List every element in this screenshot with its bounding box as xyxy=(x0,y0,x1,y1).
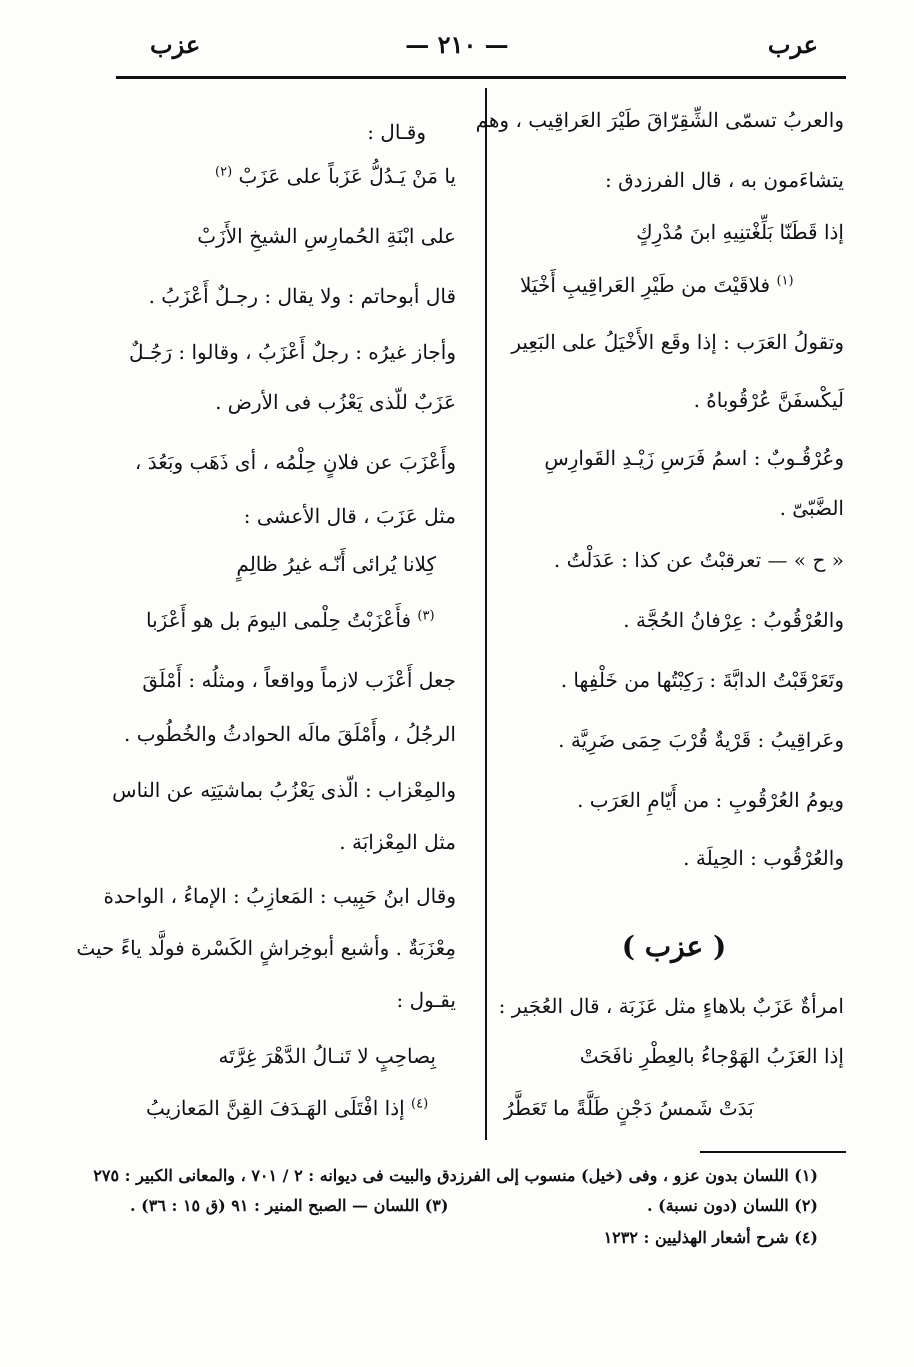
text-line: وتَعَرْقَبْتُ الدابَّةَ : رَكِبْتُها من خَلْفِها . xyxy=(560,668,844,692)
verse-line: كِلانا يُرائى أَنّـه غيرُ ظالِمٍ xyxy=(236,552,436,576)
footnote-1: (١) اللسان بدون عزو ، وفى (خيل) منسوب إلى الفرزدق والبيت فى ديوانه : ٢ / ٧٠١ ، والمعانى الكبير : ٢٧٥ xyxy=(93,1166,818,1185)
text-line: يتشاءَمون به ، قال الفرزدق : xyxy=(604,168,844,192)
verse-line: بِصاحِبٍ لا تَنـالُ الدَّهْرَ غِرَّتَه xyxy=(218,1044,436,1068)
text-line: « ح » — تعرقبْتُ عن كذا : عَدَلْتُ . xyxy=(553,548,844,572)
verse-text: إذا افْتَلَى الهَـدَفَ القِنَّ المَعازيبُ xyxy=(146,1096,405,1120)
text-line: ويومُ العُرْقُوبِ : من أَيّامِ العَرَب . xyxy=(577,788,844,812)
text-line: امرأةٌ عَزَبٌ بلاهاءٍ مثل عَزَبَة ، قال العُجَير : xyxy=(498,994,844,1018)
header-root-left: عزب xyxy=(150,30,201,59)
footnote-marker: (١) xyxy=(776,273,794,289)
text-line: والعُرْقُوبُ : عِرْفانُ الحُجَّة . xyxy=(623,608,844,632)
verse-text: فأَعْزَبْتُ حِلْمى اليومَ بل هو أَعْزَبا xyxy=(146,608,412,632)
verse-text: يا مَنْ يَـدُلُّ عَزَباً على عَزَبْ xyxy=(238,164,456,188)
text-line: وعُرْقُـوبٌ : اسمُ فَرَسِ زَيْـدِ القَوارِسِ xyxy=(544,446,844,470)
footnote-marker: (٤) xyxy=(411,1096,429,1112)
text-line: وعَراقِيبُ : قَرْيةٌ قُرْبَ حِمَى ضَرِيَّة . xyxy=(558,728,844,752)
verse-line: بَدَتْ شَمسُ دَجْنٍ طَلَّةً ما تَعَطَّرُ xyxy=(504,1096,754,1120)
verse-line xyxy=(116,164,456,188)
text-line: قال أبوحاتم : ولا يقال : رجـلٌ أَعْزَبُ . xyxy=(148,284,456,308)
text-line: لَيكْسفَنَّ عُرْقُوباهُ . xyxy=(693,388,844,412)
footnote-2: (٢) اللسان (دون نسبة) . xyxy=(647,1196,818,1215)
verse-line xyxy=(504,273,844,297)
text-line: الرجُلُ ، وأَمْلَقَ مالَه الحوادثُ والخُطُوب . xyxy=(124,722,456,746)
text-line: مثل عَزَبَ ، قال الأعشى : xyxy=(243,504,456,528)
footnote-marker: (٣) xyxy=(417,608,435,624)
header-rule xyxy=(116,76,846,79)
text-line: جعل أَعْزَب لازماً وواقعاً ، ومثلُه : أَمْلَقَ xyxy=(142,668,456,692)
footnote-3: (٣) اللسان — الصبح المنير : ٩١ (ق ١٥ : ٣٦) . xyxy=(130,1196,449,1215)
verse-text: فلاقَيْتَ من طَيْرِ العَراقِيبِ أَخْيَلا xyxy=(520,273,771,297)
text-line: والعُرْقُوب : الحِيلَة . xyxy=(683,846,844,870)
footnote-4: (٤) شرح أشعار الهذليين : ١٢٣٢ xyxy=(603,1228,818,1247)
text-line: مثل المِعْزابَة . xyxy=(339,830,456,854)
verse-line: على ابْنَةِ الحُمارِسِ الشيخِ الأَزَبْ xyxy=(197,224,456,248)
text-line: مِعْزَبَةٌ . وأشبع أبوخِراشٍ الكَسْرة فولَّد ياءً حيث xyxy=(76,936,456,960)
footnote-marker: (٢) xyxy=(215,164,233,180)
entry-heading: ( عزب ) xyxy=(621,930,727,963)
header-root-right: عرب xyxy=(767,30,818,59)
footnote-rule xyxy=(700,1151,846,1153)
verse-line xyxy=(116,1096,456,1120)
verse-line: إذا قَطَنّا بَلِّغْتنِيهِ ابنَ مُدْرِكٍ xyxy=(636,220,844,244)
text-line: عَزَبٌ للّذى يَعْزُب فى الأرض . xyxy=(215,390,456,414)
text-line: وقـال : xyxy=(367,120,426,144)
verse-line xyxy=(116,608,456,632)
text-line: وأَعْزَبَ عن فلانٍ حِلْمُه ، أى ذَهَب وبَعُدَ ، xyxy=(134,450,456,474)
text-line: يقـول : xyxy=(396,988,456,1012)
text-line: وأجاز غيرُه : رجلٌ أَعْزَبُ ، وقالوا : رَجُـلٌ xyxy=(129,340,456,364)
column-divider xyxy=(485,88,487,1140)
text-line: والمِعْزاب : الّذى يَعْزُبُ بماشيَتِه عن الناس xyxy=(112,778,456,802)
text-line: والعربُ تسمّى الشِّقِرّاقَ طَيْرَ العَراقِيب ، وهم xyxy=(475,108,844,132)
verse-line: إذا العَزَبُ الهَوْجاءُ بالعِطْرِ نافَحَتْ xyxy=(579,1044,844,1068)
text-line: الضَّبّىّ . xyxy=(779,496,844,520)
text-line: وقال ابنُ حَبِيب : المَعازِبُ : الإماءُ ، الواحدة xyxy=(103,884,456,908)
text-line: وتقولُ العَرَب : إذا وقَع الأَخْيَلُ على البَعِير xyxy=(511,330,844,354)
page-number: — ٢١٠ — xyxy=(405,30,509,59)
